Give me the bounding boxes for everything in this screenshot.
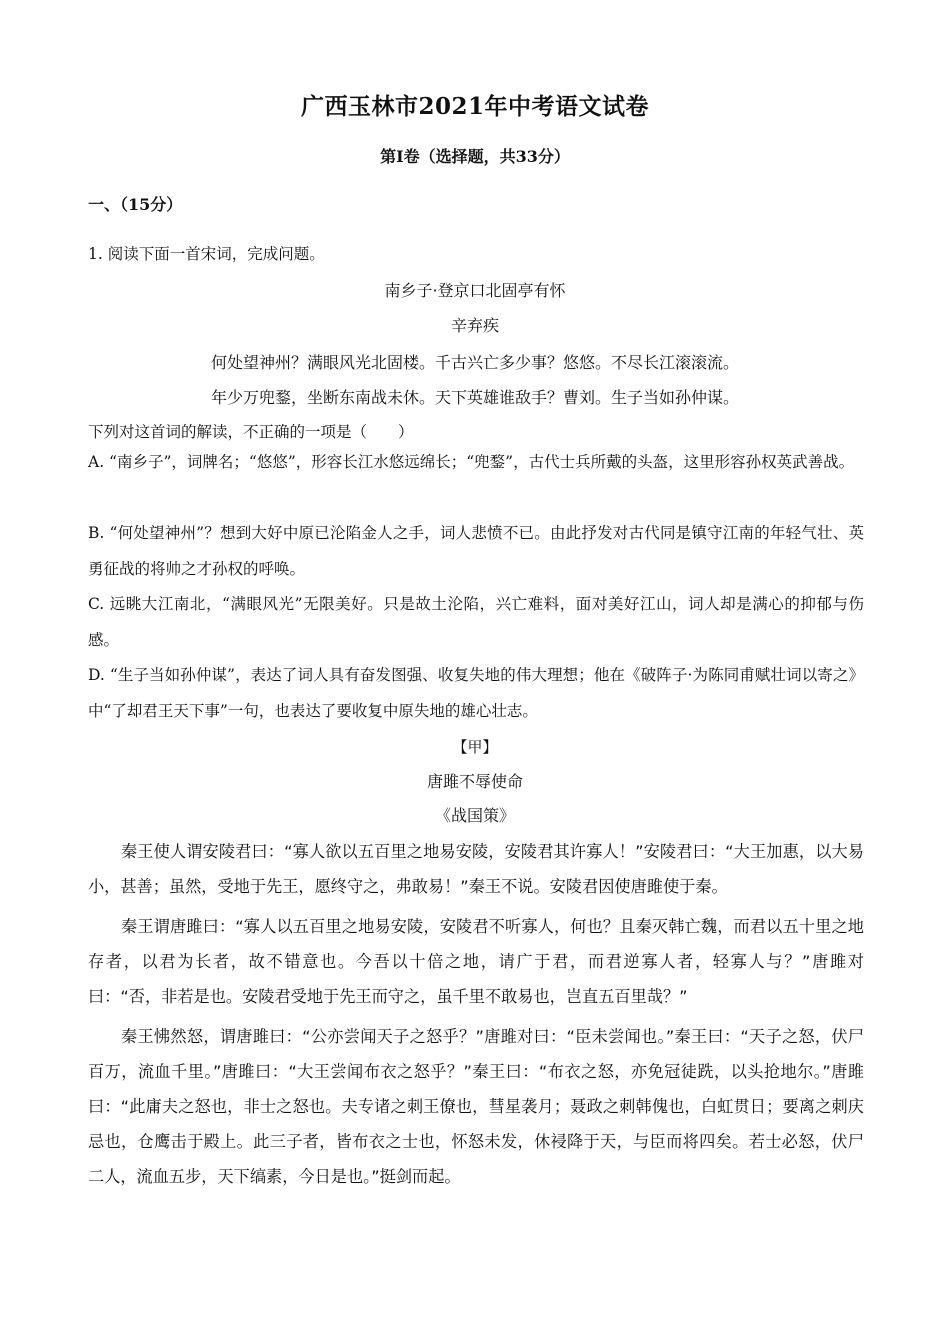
option-a: A. “南乡子”，词牌名；“悠悠”，形容长江水悠远绵长；“兜鍪”，古代士兵所戴的头盔，这里形容孙权英武善战。	[88, 453, 855, 471]
passage-marker: 【甲】	[452, 738, 498, 756]
poem-line: 何处望神州？满眼风光北固楼。千古兴亡多少事？悠悠。不尽长江滚滚流。	[210, 353, 739, 372]
paper-subtitle: 第Ⅰ卷（选择题，共33分）	[380, 147, 570, 166]
passage-paragraph: 秦王使人谓安陵君曰：“寡人欲以五百里之地易安陵，安陵君其许寡人！”安陵君曰：“大王加惠，以大易小，甚善；虽然，受地于先王，愿终守之，弗敢易！”秦王不说。安陵君因使唐雎使于秦。	[88, 842, 864, 896]
poem-title: 南乡子·登京口北固亭有怀	[384, 281, 566, 300]
passage-title: 唐雎不辱使命	[426, 772, 523, 791]
poem-line: 年少万兜鍪，坐断东南战未休。天下英雄谁敌手？曹刘。生子当如孙仲谋。	[210, 388, 739, 407]
poem-author: 辛弃疾	[450, 316, 499, 335]
passage-source: 《战国策》	[434, 806, 515, 825]
option-c: C. 远眺大江南北，“满眼风光”无限美好。只是故土沦陷，兴亡难料，面对美好江山，词人却是满心的抑郁与伤感。	[88, 595, 864, 649]
page-title: 广西玉林市2021年中考语文试卷	[300, 93, 649, 120]
question-stem: 下列对这首词的解读，不正确的一项是（ ）	[88, 423, 414, 441]
section-heading: 一、（15分）	[88, 195, 183, 214]
passage-paragraph: 秦王谓唐雎曰：“寡人以五百里之地易安陵，安陵君不听寡人，何也？且秦灭韩亡魏，而君以五十里之地存者，以君为长者，故不错意也。今吾以十倍之地，请广于君，而君逆寡人者，轻寡人与？”唐雎对曰：“否，非若是也。安陵君受地于先王而守之，虽千里不敢易也，岂直五百里哉？”	[88, 917, 864, 1006]
option-b: B. “何处望神州”？想到大好中原已沦陷金人之手，词人悲愤不已。由此抒发对古代同是镇守江南的年轻气壮、英勇征战的将帅之才孙权的呼唤。	[88, 524, 864, 578]
option-d: D. “生子当如孙仲谋”，表达了词人具有奋发图强、收复失地的伟大理想；他在《破阵子·为陈同甫赋壮词以寄之》中“了却君王天下事”一句，也表达了要收复中原失地的雄心壮志。	[88, 666, 864, 720]
question-prompt: 1. 阅读下面一首宋词，完成问题。	[88, 245, 325, 263]
passage-paragraph: 秦王怫然怒，谓唐雎曰：“公亦尝闻天子之怒乎？”唐雎对曰：“臣未尝闻也。”秦王曰：“天子之怒，伏尸百万，流血千里。”唐雎曰：“大王尝闻布衣之怒乎？”秦王曰：“布衣之怒，亦免冠徒跣，以头抢地尔。”唐雎曰：“此庸夫之怒也，非士之怒也。夫专诸之刺王僚也，彗星袭月；聂政之刺韩傀也，白虹贯日；要离之刺庆忌也，仓鹰击于殿上。此三子者，皆布衣之士也，怀怒未发，休祲降于天，与臣而将四矣。若士必怒，伏尸二人，流血五步，天下缟素，今日是也。”挺剑而起。	[88, 1027, 864, 1186]
